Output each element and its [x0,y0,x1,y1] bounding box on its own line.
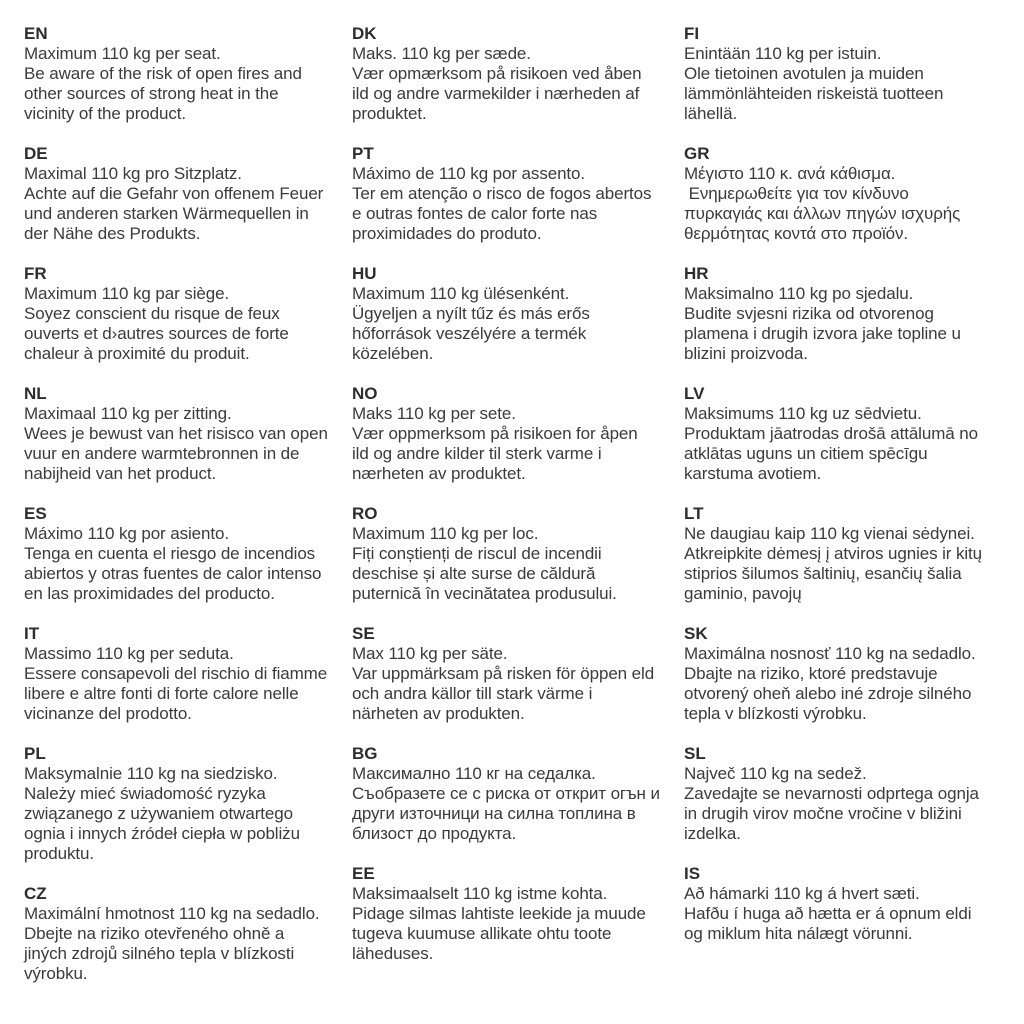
warning-text-line: e outras fontes de calor forte nas [352,204,598,223]
warning-text-line: izdelka. [684,824,741,843]
warning-section-ro [352,504,684,604]
warning-section-cz [24,884,352,984]
warning-text-line: ild og andre kilder til sterk varme i [352,444,602,463]
warning-section-nl [24,384,352,484]
warning-text-line: Wees je bewust van het risisco van open [24,424,328,443]
language-code-lt: LT [684,504,704,523]
warning-text-line: ognia i innych źródeł ciepła w pobliżu [24,824,300,843]
warning-text-line: Maximálna nosnosť 110 kg na sedadlo. [684,644,976,663]
warning-section-sk [684,624,1024,724]
warning-text-line: πυρκαγιάς και άλλων πηγών ισχυρής [684,204,961,223]
warning-section-fi [684,24,1024,124]
language-code-it: IT [24,624,40,643]
warning-text-line: produktu. [24,844,94,863]
warning-text-line: výrobku. [24,964,88,983]
warning-text-line: in drugih virov močne vročine v bližini [684,804,962,823]
warning-text-line: Produktam jāatrodas drošā attālumā no [684,424,978,443]
warning-section-fr [24,264,352,364]
warning-text-line: Съобразете се с риска от открит огън и [352,784,660,803]
warning-text-line: Ole tietoinen avotulen ja muiden [684,64,924,83]
warning-text-line: karstuma avotiem. [684,464,822,483]
warning-text-line: atklātas uguns un citiem spēcīgu [684,444,928,463]
warning-text-line: der Nähe des Produkts. [24,224,201,243]
warning-text-line: Maksymalnie 110 kg na siedzisko. [24,764,278,783]
warning-section-bg [352,744,684,844]
language-code-gr: GR [684,144,710,163]
warning-text-line: Atkreipkite dėmesį į atviros ugnies ir kitų [684,544,983,563]
warning-column-right [684,24,1024,964]
language-code-de: DE [24,144,48,163]
warning-text-line: Máximo 110 kg por asiento. [24,524,229,543]
warning-section-dk [352,24,684,124]
warning-text-line: Maksimalno 110 kg po sjedalu. [684,284,914,303]
warning-text-line: en las proximidades del producto. [24,584,275,603]
warning-text-line: Maximum 110 kg per seat. [24,44,221,63]
warning-text-line: Essere consapevoli del rischio di fiamme [24,664,328,683]
warning-text-line: közelében. [352,344,434,363]
language-code-hu: HU [352,264,377,283]
language-code-lv: LV [684,384,705,403]
language-code-ro: RO [352,504,378,523]
warning-text-line: nabijheid van het product. [24,464,217,483]
warning-text-line: Achte auf die Gefahr von offenem Feuer [24,184,324,203]
warning-text-line: puternică în vecinătatea produsului. [352,584,617,603]
warning-text-line: Enintään 110 kg per istuin. [684,44,882,63]
warning-text-line: läheduses. [352,944,434,963]
warning-text-line: Ενημερωθείτε για τον κίνδυνο [684,184,909,203]
warning-text-line: Zavedajte se nevarnosti odprtega ognja [684,784,979,803]
warning-section-de [24,144,352,244]
language-code-sk: SK [684,624,708,643]
warning-section-hr [684,264,1024,364]
warning-text-line: Maximal 110 kg pro Sitzplatz. [24,164,242,183]
warning-section-se [352,624,684,724]
warning-text-line: abiertos y otras fuentes de calor intenso [24,564,322,583]
warning-text-line: nærheten av produktet. [352,464,526,483]
warning-column-left [24,24,352,1004]
warning-section-ee [352,864,684,964]
warning-text-line: otvorený oheň alebo iné zdroje silného [684,684,972,703]
warning-text-line: Tenga en cuenta el riesgo de incendios [24,544,316,563]
warning-text-line: Be aware of the risk of open fires and [24,64,302,83]
warning-text-line: vuur en andere warmtebronnen in de [24,444,300,463]
warning-text-line: Dbajte na riziko, ktoré predstavuje [684,664,938,683]
warning-text-line: Maks 110 kg per sete. [352,404,516,423]
warning-text-line: Að hámarki 110 kg á hvert sæti. [684,884,920,903]
warning-section-lt [684,504,1024,604]
warning-text-line: vicinanze del prodotto. [24,704,192,723]
language-code-pl: PL [24,744,46,763]
warning-text-line: plamena i drugih izvora jake topline u [684,324,961,343]
warning-text-line: Maximum 110 kg ülésenként. [352,284,570,303]
warning-text-line: närheten av produkten. [352,704,525,723]
warning-text-line: og miklum hita nálægt vörunni. [684,924,913,943]
warning-text-line: Ne daugiau kaip 110 kg vienai sėdynei. [684,524,975,543]
language-code-en: EN [24,24,48,43]
warning-text-line: Maks. 110 kg per sæde. [352,44,531,63]
warning-text-line: Maximum 110 kg per loc. [352,524,539,543]
warning-text-line: Največ 110 kg na sedež. [684,764,867,783]
warning-column-middle [352,24,684,984]
language-code-bg: BG [352,744,378,763]
warning-text-line: hőforrások veszélyére a termék [352,324,587,343]
language-code-nl: NL [24,384,47,403]
warning-text-line: tepla v blízkosti výrobku. [684,704,867,723]
warning-section-sl [684,744,1024,844]
warning-text-line: deschise și alte surse de căldură [352,564,596,583]
warning-section-is [684,864,1024,944]
warning-text-line: Maksimaalselt 110 kg istme kohta. [352,884,608,903]
warning-text-line: jiných zdrojů silného tepla v blízkosti [24,944,295,963]
warning-text-line: Vær oppmerksom på risikoen for åpen [352,424,638,443]
warning-text-line: Hafðu í huga að hætta er á opnum eldi [684,904,972,923]
warning-text-line: Ügyeljen a nyílt tűz és más erős [352,304,590,323]
warning-text-line: lämmönlähteiden riskeistä tuotteen [684,84,944,103]
warning-text-line: Massimo 110 kg per seduta. [24,644,234,663]
warning-text-line: Należy mieć świadomość ryzyka [24,784,266,803]
warning-text-line: produktet. [352,104,427,123]
warning-text-line: other sources of strong heat in the [24,84,279,103]
warning-text-line: chaleur à proximité du produit. [24,344,250,363]
language-code-hr: HR [684,264,709,283]
warning-text-line: Dbejte na riziko otevřeného ohně a [24,924,285,943]
language-code-is: IS [684,864,701,883]
warning-text-line: Var uppmärksam på risken för öppen eld [352,664,655,683]
language-code-sl: SL [684,744,706,763]
warning-text-line: ouverts et d›autres sources de forte [24,324,289,343]
warning-text-line: Maximum 110 kg par siège. [24,284,230,303]
warning-section-lv [684,384,1024,484]
warning-section-es [24,504,352,604]
warning-text-line: Ter em atenção o risco de fogos abertos [352,184,652,203]
language-code-es: ES [24,504,47,523]
warning-section-gr [684,144,1024,244]
warning-section-pt [352,144,684,244]
language-code-ee: EE [352,864,375,883]
language-code-dk: DK [352,24,377,43]
warning-section-en [24,24,352,124]
warning-text-line: Maximaal 110 kg per zitting. [24,404,232,423]
warning-text-line: tugeva kuumuse allikate ohtu toote [352,924,612,943]
warning-text-line: Fiți conștienți de riscul de incendii [352,544,602,563]
language-code-no: NO [352,384,378,403]
warning-text-line: Soyez conscient du risque de feux [24,304,280,323]
warning-text-line: blizini proizvoda. [684,344,808,363]
warning-section-hu [352,264,684,364]
warning-text-line: Max 110 kg per säte. [352,644,508,663]
warning-text-line: θερμότητας κοντά στο προϊόν. [684,224,909,243]
language-code-pt: PT [352,144,374,163]
warning-text-line: близост до продукта. [352,824,517,843]
language-code-se: SE [352,624,375,643]
warning-text-line: und anderen starken Wärmequellen in [24,204,309,223]
warning-text-line: lähellä. [684,104,738,123]
warning-section-pl [24,744,352,864]
warning-text-line: och andra källor till stark värme i [352,684,593,703]
warning-section-it [24,624,352,724]
warning-text-line: ild og andre varmekilder i nærheden af [352,84,640,103]
warning-text-line: Максимално 110 кг на седалка. [352,764,596,783]
language-code-fr: FR [24,264,47,283]
warning-text-line: Maksimums 110 kg uz sēdvietu. [684,404,922,423]
warning-text-line: Pidage silmas lahtiste leekide ja muude [352,904,646,923]
warning-text-line: związanego z używaniem otwartego [24,804,293,823]
warning-section-no [352,384,684,484]
warning-text-line: Μέγιστο 110 κ. ανά κάθισμα. [684,164,896,183]
warning-text-line: Máximo de 110 kg por assento. [352,164,586,183]
language-code-fi: FI [684,24,700,43]
language-code-cz: CZ [24,884,47,903]
warning-text-line: Vær opmærksom på risikoen ved åben [352,64,642,83]
warning-text-line: Maximální hmotnost 110 kg na sedadlo. [24,904,320,923]
warning-text-line: други източници на силна топлина в [352,804,636,823]
warning-text-line: stiprios šilumos šaltinių, esančių šalia [684,564,962,583]
warning-text-line: proximidades do produto. [352,224,542,243]
warning-text-line: libere e altre fonti di forte calore nelle [24,684,299,703]
warning-text-line: gaminio, pavojų [684,584,802,603]
warning-text-line: vicinity of the product. [24,104,187,123]
warning-text-line: Budite svjesni rizika od otvorenog [684,304,934,323]
